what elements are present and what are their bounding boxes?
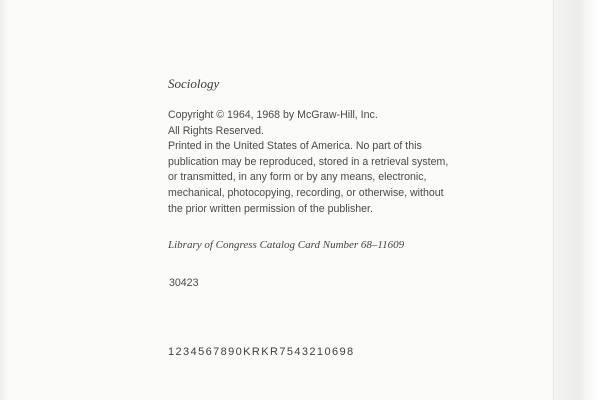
printing-number-line: 1234567890KRKR7543210698 <box>168 346 355 358</box>
book-code: 30423 <box>169 277 199 289</box>
copyright-line: All Rights Reserved. <box>168 124 264 137</box>
copyright-line: Copyright © 1964, 1968 by McGraw-Hill, Inc. <box>168 109 378 121</box>
gutter-shadow <box>0 0 8 400</box>
catalog-card-number: Library of Congress Catalog Card Number 68–11609 <box>168 239 405 251</box>
book-title: Sociology <box>168 76 220 91</box>
copyright-notice <box>168 108 448 217</box>
page-edge <box>553 0 600 400</box>
copyright-line: the prior written permission of the publisher. <box>168 202 373 215</box>
copyright-line: Printed in the United States of America. No part of this <box>168 140 422 153</box>
copyright-line: publication may be reproduced, stored in a retrieval system, <box>168 155 449 168</box>
copyright-line: mechanical, photocopying, recording, or otherwise, without <box>168 186 444 199</box>
copyright-line: or transmitted, in any form or by any means, electronic, <box>168 171 427 184</box>
